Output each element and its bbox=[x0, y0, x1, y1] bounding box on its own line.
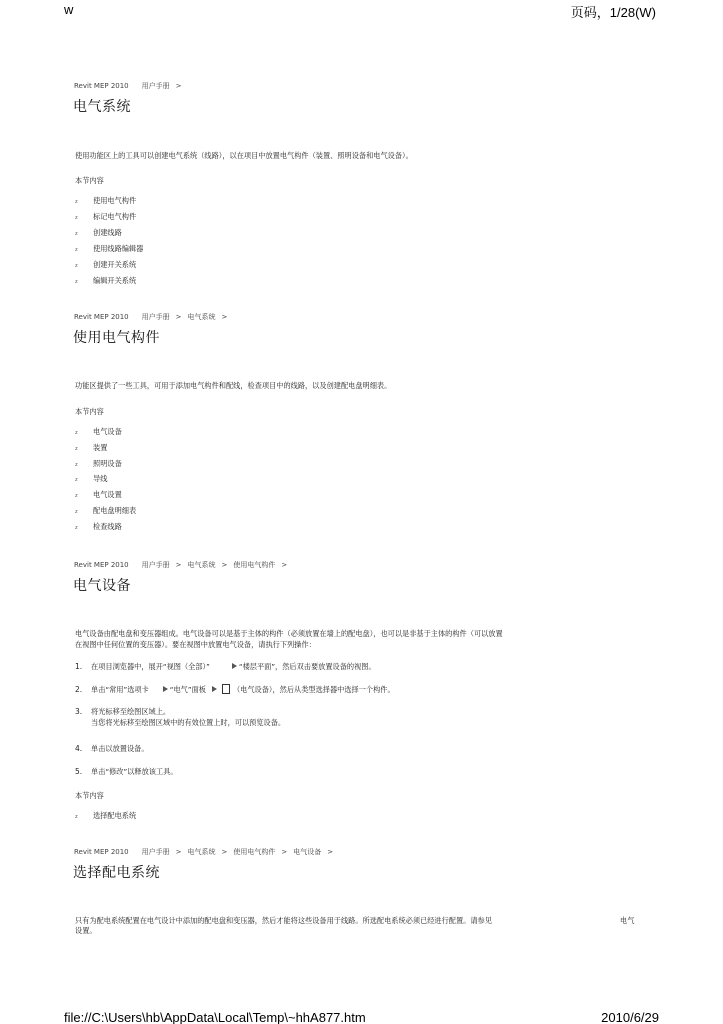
section-title: 电气系统 bbox=[73, 99, 131, 115]
procedure-step: 4. 单击以放置设备。 bbox=[75, 744, 149, 753]
breadcrumb bbox=[74, 560, 293, 570]
bullet-icon: z bbox=[75, 199, 78, 205]
electrical-settings-link[interactable]: 电气 bbox=[620, 916, 635, 925]
electrical-equipment-icon[interactable] bbox=[222, 684, 230, 694]
breadcrumb-separator: > bbox=[221, 848, 228, 856]
breadcrumb-link[interactable]: Revit MEP 2010 bbox=[74, 313, 129, 321]
bullet-icon: z bbox=[75, 247, 78, 253]
bullet-icon: z bbox=[75, 446, 78, 452]
bullet-icon: z bbox=[75, 462, 78, 468]
section-title: 选择配电系统 bbox=[73, 865, 160, 881]
list-item[interactable]: z 使用线路编辑器 bbox=[75, 244, 144, 253]
breadcrumb-link[interactable]: 用户手册 bbox=[141, 561, 170, 569]
list-item[interactable]: z 导线 bbox=[75, 474, 108, 483]
arrow-right-icon bbox=[212, 686, 217, 692]
list-item[interactable]: z 使用电气构件 bbox=[75, 196, 137, 205]
bullet-icon: z bbox=[75, 509, 78, 515]
subsection-heading: 本节内容 bbox=[75, 791, 104, 800]
list-item[interactable]: z 照明设备 bbox=[75, 459, 122, 468]
arrow-right-icon bbox=[163, 686, 168, 692]
list-item[interactable]: z 电气设备 bbox=[75, 427, 122, 436]
bullet-icon: z bbox=[75, 814, 78, 820]
breadcrumb bbox=[74, 81, 188, 91]
list-item[interactable]: z 选择配电系统 bbox=[75, 811, 137, 820]
breadcrumb-link[interactable]: Revit MEP 2010 bbox=[74, 561, 129, 569]
page-header-left: w bbox=[64, 2, 74, 17]
subsection-heading: 本节内容 bbox=[75, 407, 104, 416]
section-description: 只有为配电系统配置在电气设计中添加的配电盘和变压器，然后才能将这些设备用于线路。所选配电系统必须已经进行配置。请参见 电气 设置。 bbox=[75, 916, 635, 935]
list-item[interactable]: z 编辑开关系统 bbox=[75, 276, 137, 285]
breadcrumb-separator: > bbox=[175, 561, 182, 569]
list-item[interactable]: z 创建线路 bbox=[75, 228, 122, 237]
bullet-icon: z bbox=[75, 430, 78, 436]
breadcrumb-link[interactable]: 电气系统 bbox=[187, 561, 216, 569]
list-item[interactable]: z 配电盘明细表 bbox=[75, 506, 137, 515]
arrow-right-icon bbox=[232, 663, 237, 669]
bullet-icon: z bbox=[75, 231, 78, 237]
section-description: 功能区提供了一些工具，可用于添加电气构件和配线，检查项目中的线路，以及创建配电盘明细表。 bbox=[75, 381, 392, 390]
breadcrumb-link[interactable]: 使用电气构件 bbox=[233, 561, 276, 569]
breadcrumb-separator: > bbox=[221, 313, 228, 321]
bullet-icon: z bbox=[75, 525, 78, 531]
list-item[interactable]: z 标记电气构件 bbox=[75, 212, 137, 221]
procedure-step: 1. 在项目浏览器中，展开“视图（全部）” “楼层平面”，然后双击要放置设备的视图。 bbox=[75, 662, 376, 671]
breadcrumb-separator: > bbox=[281, 848, 288, 856]
breadcrumb bbox=[74, 312, 233, 322]
breadcrumb-separator: > bbox=[175, 313, 182, 321]
list-item[interactable]: z 检查线路 bbox=[75, 522, 122, 531]
bullet-icon: z bbox=[75, 493, 78, 499]
breadcrumb-separator: > bbox=[175, 82, 182, 90]
page-footer-date: 2010/6/29 bbox=[601, 1010, 659, 1024]
section-title: 电气设备 bbox=[73, 578, 131, 594]
bullet-icon: z bbox=[75, 215, 78, 221]
bullet-icon: z bbox=[75, 263, 78, 269]
procedure-step: 3. 将光标移至绘图区域上。 当您将光标移至绘图区域中的有效位置上时，可以预览设备。 bbox=[75, 707, 286, 727]
breadcrumb-separator: > bbox=[327, 848, 334, 856]
breadcrumb bbox=[74, 847, 339, 857]
procedure-step: 2. 单击“常用”选项卡 “电气”面板 （电气设备），然后从类型选择器中选择一个构件。 bbox=[75, 685, 395, 694]
section-description: 使用功能区上的工具可以创建电气系统（线路），以在项目中放置电气构件（装置、照明设备和电气设备）。 bbox=[75, 151, 413, 160]
breadcrumb-link[interactable]: 电气设备 bbox=[293, 848, 322, 856]
breadcrumb-link[interactable]: 用户手册 bbox=[141, 82, 170, 90]
section-title: 使用电气构件 bbox=[73, 330, 160, 346]
breadcrumb-link[interactable]: 用户手册 bbox=[141, 848, 170, 856]
bullet-icon: z bbox=[75, 477, 78, 483]
breadcrumb-link[interactable]: 用户手册 bbox=[141, 313, 170, 321]
procedure-step: 5. 单击“修改”以释放该工具。 bbox=[75, 767, 178, 776]
breadcrumb-separator: > bbox=[221, 561, 228, 569]
section-description: 电气设备由配电盘和变压器组成。电气设备可以是基于主体的构件（必须放置在墙上的配电盘），也可以是非基于主体的构件（可以放置 在视图中任何位置的变压器）。要在视图中放置电气设备，请执行下列操作： bbox=[75, 629, 503, 649]
breadcrumb-link[interactable]: 电气系统 bbox=[187, 313, 216, 321]
breadcrumb-link[interactable]: Revit MEP 2010 bbox=[74, 848, 129, 856]
list-item[interactable]: z 装置 bbox=[75, 443, 108, 452]
breadcrumb-separator: > bbox=[281, 561, 288, 569]
breadcrumb-separator: > bbox=[175, 848, 182, 856]
bullet-icon: z bbox=[75, 279, 78, 285]
page-header-page-number: 页码，1/28(W) bbox=[570, 5, 656, 20]
list-item[interactable]: z 电气设置 bbox=[75, 490, 122, 499]
list-item[interactable]: z 创建开关系统 bbox=[75, 260, 137, 269]
breadcrumb-link[interactable]: 电气系统 bbox=[187, 848, 216, 856]
breadcrumb-link[interactable]: Revit MEP 2010 bbox=[74, 82, 129, 90]
subsection-heading: 本节内容 bbox=[75, 176, 104, 185]
page-footer-file-path: file://C:\Users\hb\AppData\Local\Temp\~hhA877.htm bbox=[64, 1010, 366, 1024]
breadcrumb-link[interactable]: 使用电气构件 bbox=[233, 848, 276, 856]
